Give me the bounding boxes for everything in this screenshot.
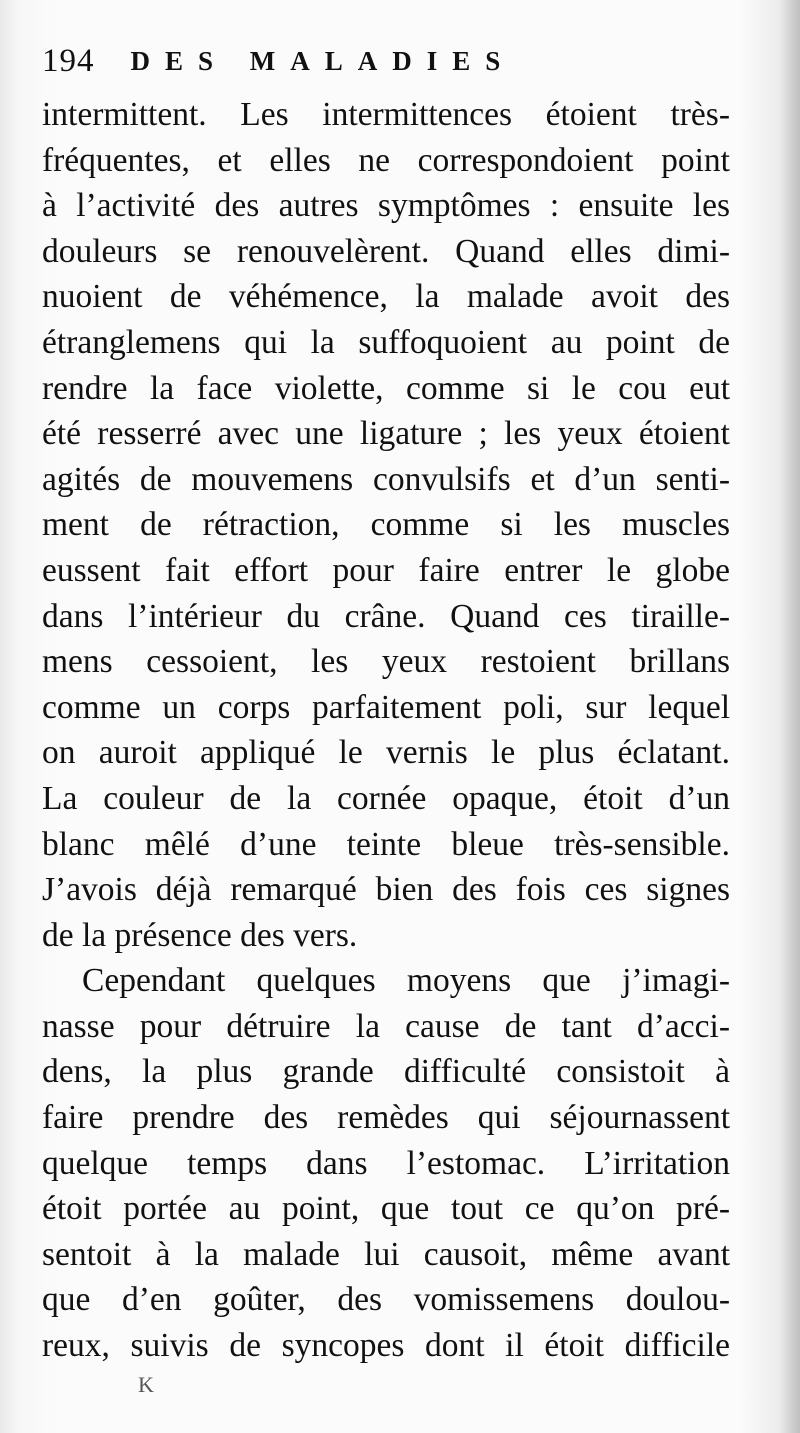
text-line: agités de mouvemens convulsifs et d’un senti- (42, 460, 730, 498)
text-line: ment de rétraction, comme si les muscles (42, 506, 730, 544)
running-title: DES MALADIES (130, 45, 516, 76)
text-line: fréquentes, et elles ne correspondoient point (42, 141, 730, 179)
text-line: que d’en goûter, des vomissemens doulou- (42, 1281, 730, 1319)
text-line: étoit portée au point, que tout ce qu’on pré- (42, 1190, 730, 1228)
text-line: été resserré avec une ligature ; les yeux étoient (42, 415, 730, 453)
text-line: sentoit à la malade lui causoit, même avant (42, 1235, 730, 1273)
page-header (42, 38, 515, 84)
signature-mark: K (138, 1372, 154, 1397)
text-line: reux, suivis de syncopes dont il étoit difficile (42, 1327, 730, 1365)
text-line: douleurs se renouvelèrent. Quand elles dimi- (42, 232, 730, 270)
text-line: nasse pour détruire la cause de tant d’acci- (42, 1007, 730, 1045)
text-line: à l’activité des autres symptômes : ensuite les (42, 187, 730, 225)
text-line: étranglemens qui la suffoquoient au point de (42, 323, 730, 361)
text-line: J’avois déjà remarqué bien des fois ces signes (42, 871, 730, 909)
text-line: de la présence des vers. (42, 916, 358, 954)
text-line: on auroit appliqué le vernis le plus éclatant. (42, 734, 730, 772)
text-line: intermittent. Les intermittences étoient très- (42, 96, 730, 133)
page-edge-shadow (778, 0, 800, 1433)
text-line: Cependant quelques moyens que j’imagi- (82, 962, 730, 1000)
text-line: dens, la plus grande difficulté consistoit à (42, 1053, 730, 1091)
page-number: 194 (42, 42, 95, 79)
text-line: comme un corps parfaitement poli, sur lequel (42, 688, 730, 726)
body-text (42, 92, 730, 1369)
text-line: blanc mêlé d’une teinte bleue très-sensible. (42, 825, 730, 863)
text-line: rendre la face violette, comme si le cou eut (42, 369, 730, 407)
text-line: La couleur de la cornée opaque, étoit d’un (42, 779, 730, 817)
text-line: mens cessoient, les yeux restoient brillans (42, 643, 730, 681)
text-line: eussent fait effort pour faire entrer le globe (42, 551, 730, 589)
text-line: dans l’intérieur du crâne. Quand ces tiraille- (42, 597, 730, 635)
text-line: faire prendre des remèdes qui séjournassent (42, 1099, 730, 1137)
text-line: quelque temps dans l’estomac. L’irritation (42, 1144, 730, 1182)
text-line: nuoient de véhémence, la malade avoit des (42, 278, 730, 316)
